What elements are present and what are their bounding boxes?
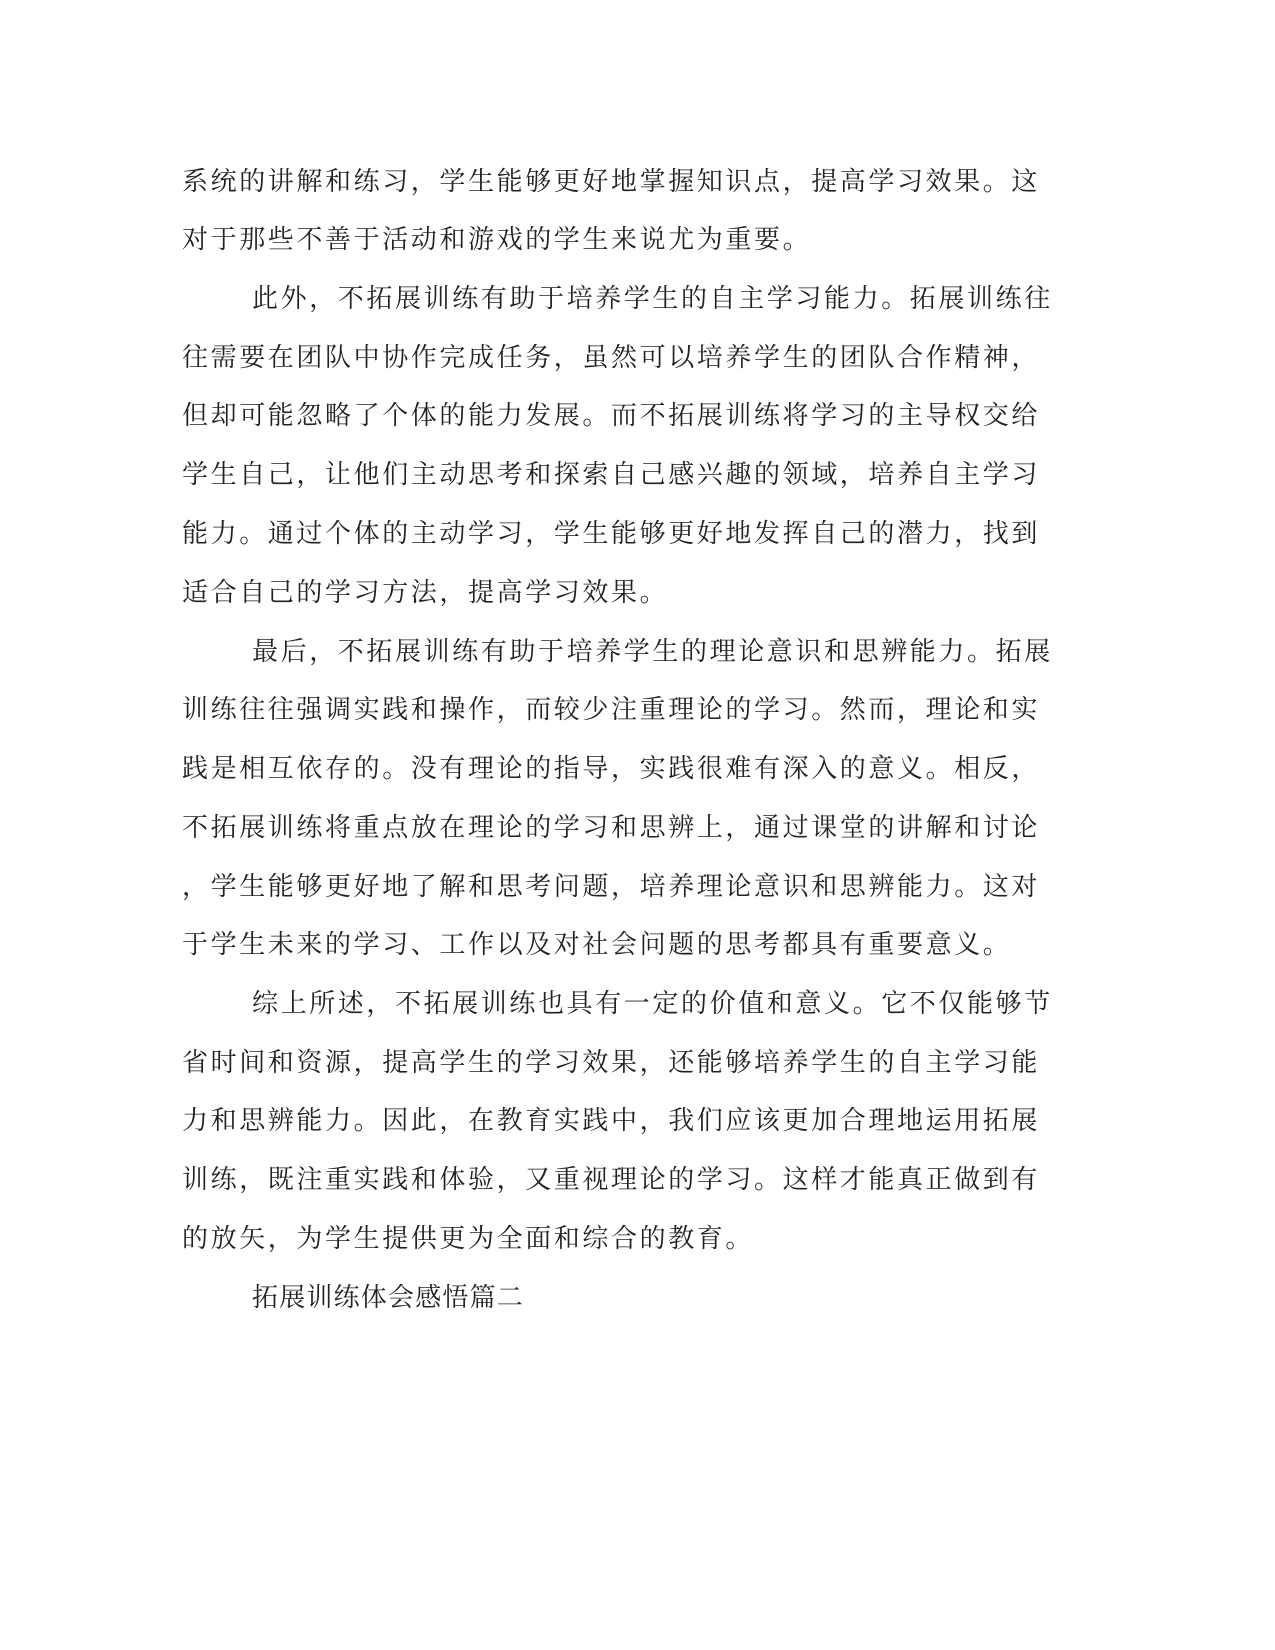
- text-line: 力和思辨能力。因此，在教育实践中，我们应该更加合理地运用拓展: [182, 1106, 1041, 1136]
- text-line: 省时间和资源，提高学生的学习效果，还能够培养学生的自主学习能: [182, 1048, 1041, 1078]
- text-line: 往需要在团队中协作完成任务，虽然可以培养学生的团队合作精神，: [182, 343, 1041, 373]
- text-line: 适合自己的学习方法，提高学习效果。: [182, 578, 669, 608]
- text-line: 于学生未来的学习、工作以及对社会问题的思考都具有重要意义。: [182, 930, 1012, 960]
- paragraph-start-line: 此外，不拓展训练有助于培养学生的自主学习能力。拓展训练往: [252, 284, 1053, 314]
- text-line: 系统的讲解和练习，学生能够更好地掌握知识点，提高学习效果。这: [182, 167, 1041, 197]
- text-line: 但却可能忽略了个体的能力发展。而不拓展训练将学习的主导权交给: [182, 401, 1041, 431]
- text-line: 学生自己，让他们主动思考和探索自己感兴趣的领域，培养自主学习: [182, 460, 1041, 490]
- paragraph-start-line: 最后，不拓展训练有助于培养学生的理论意识和思辨能力。拓展: [252, 637, 1053, 667]
- paragraph-start-line: 综上所述，不拓展训练也具有一定的价值和意义。它不仅能够节: [252, 989, 1053, 1019]
- section-heading: 拓展训练体会感悟篇二: [252, 1283, 525, 1313]
- text-line: 训练往往强调实践和操作，而较少注重理论的学习。然而，理论和实: [182, 695, 1041, 725]
- text-line: 训练，既注重实践和体验，又重视理论的学习。这样才能真正做到有: [182, 1165, 1041, 1195]
- text-line: 的放矢，为学生提供更为全面和综合的教育。: [182, 1224, 755, 1254]
- text-line: ，学生能够更好地了解和思考问题，培养理论意识和思辨能力。这对: [182, 872, 1041, 902]
- text-line: 能力。通过个体的主动学习，学生能够更好地发挥自己的潜力，找到: [182, 519, 1041, 549]
- text-line: 对于那些不善于活动和游戏的学生来说尤为重要。: [182, 225, 812, 255]
- text-line: 不拓展训练将重点放在理论的学习和思辨上，通过课堂的讲解和讨论: [182, 813, 1041, 843]
- text-line: 践是相互依存的。没有理论的指导，实践很难有深入的意义。相反，: [182, 754, 1041, 784]
